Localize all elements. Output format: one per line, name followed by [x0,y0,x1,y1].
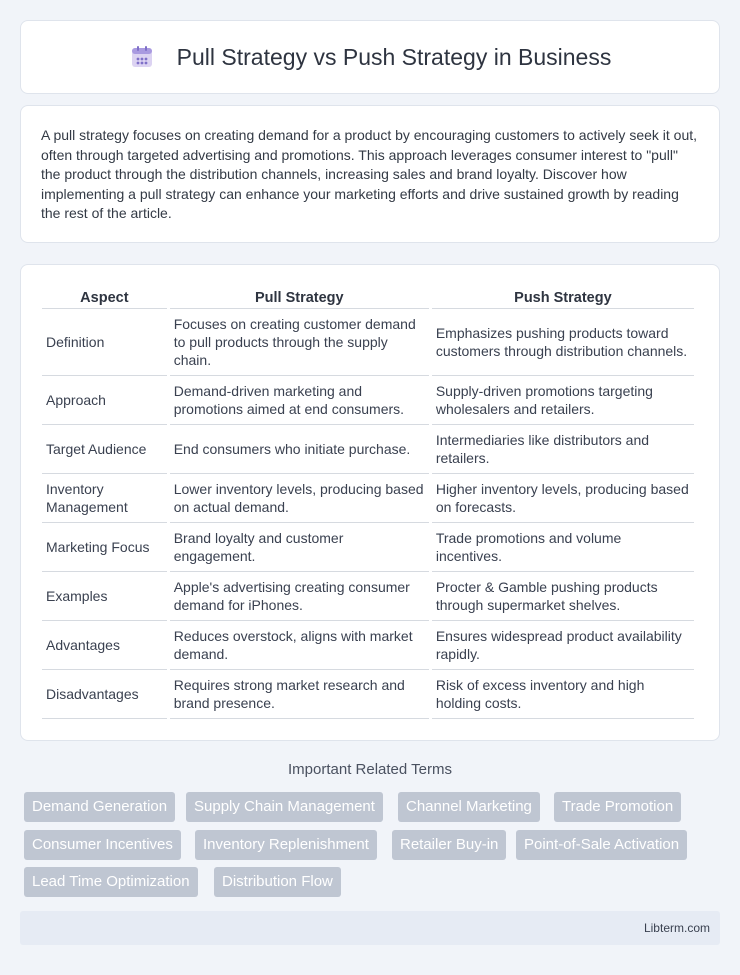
tag-demand-generation[interactable]: Demand Generation [24,792,175,822]
table-row [42,621,694,670]
tag-point-of-sale-activation[interactable]: Point-of-Sale Activation [516,830,687,860]
cell-aspect: Approach [42,376,167,425]
cell-pull: Lower inventory levels, producing based on actual demand. [170,474,429,523]
tag-supply-chain-management[interactable]: Supply Chain Management [186,792,383,822]
cell-push: Risk of excess inventory and high holding costs. [432,670,694,719]
tag-trade-promotion[interactable]: Trade Promotion [554,792,681,822]
cell-pull: Requires strong market research and brand presence. [170,670,429,719]
intro-card [20,105,720,243]
cell-push: Supply-driven promotions targeting wholesalers and retailers. [432,376,694,425]
cell-aspect: Marketing Focus [42,523,167,572]
cell-push: Intermediaries like distributors and retailers. [432,425,694,474]
cell-pull: Apple's advertising creating consumer demand for iPhones. [170,572,429,621]
table-row [42,670,694,719]
cell-pull: Reduces overstock, aligns with market demand. [170,621,429,670]
tag-distribution-flow[interactable]: Distribution Flow [214,867,341,897]
footer-site-link[interactable]: Libterm.com [643,921,710,935]
header-pull-strategy: Pull Strategy [170,285,429,309]
cell-aspect: Definition [42,309,167,376]
table-row [42,309,694,376]
tag-lead-time-optimization[interactable]: Lead Time Optimization [24,867,198,897]
intro-text: A pull strategy focuses on creating demand for a product by encouraging customers to actively seek it out, often through targeted advertising and promotions. This approach leverages consumer interest to "pull" the product through the distribution channels, increasing sales and brand loyalty. Discover how implementing a pull strategy can enhance your marketing efforts and drive sustained growth by reading the rest of the article. [41,127,698,221]
tag-inventory-replenishment[interactable]: Inventory Replenishment [195,830,377,860]
tag-channel-marketing[interactable]: Channel Marketing [398,792,540,822]
table-row [42,523,694,572]
header-push-strategy: Push Strategy [432,285,694,309]
cell-pull: Focuses on creating customer demand to pull products through the supply chain. [170,309,429,376]
calendar-icon [129,44,155,70]
cell-aspect: Target Audience [42,425,167,474]
tag-retailer-buy-in[interactable]: Retailer Buy-in [392,830,506,860]
cell-aspect: Examples [42,572,167,621]
page-title: Pull Strategy vs Push Strategy in Business [176,43,612,70]
cell-aspect: Inventory Management [42,474,167,523]
cell-push: Ensures widespread product availability rapidly. [432,621,694,670]
header-card [20,20,720,94]
table-row [42,376,694,425]
cell-push: Trade promotions and volume incentives. [432,523,694,572]
related-terms-title: Important Related Terms [288,761,452,778]
comparison-table [39,285,697,719]
table-row [42,474,694,523]
cell-aspect: Advantages [42,621,167,670]
tag-consumer-incentives[interactable]: Consumer Incentives [24,830,181,860]
footer [20,911,720,945]
table-row [42,425,694,474]
cell-push: Higher inventory levels, producing based on forecasts. [432,474,694,523]
comparison-table-card [20,264,720,741]
cell-push: Procter & Gamble pushing products through supermarket shelves. [432,572,694,621]
cell-push: Emphasizes pushing products toward customers through distribution channels. [432,309,694,376]
header-aspect: Aspect [42,285,167,309]
cell-pull: Brand loyalty and customer engagement. [170,523,429,572]
cell-pull: End consumers who initiate purchase. [170,425,429,474]
cell-aspect: Disadvantages [42,670,167,719]
cell-pull: Demand-driven marketing and promotions aimed at end consumers. [170,376,429,425]
table-row [42,572,694,621]
